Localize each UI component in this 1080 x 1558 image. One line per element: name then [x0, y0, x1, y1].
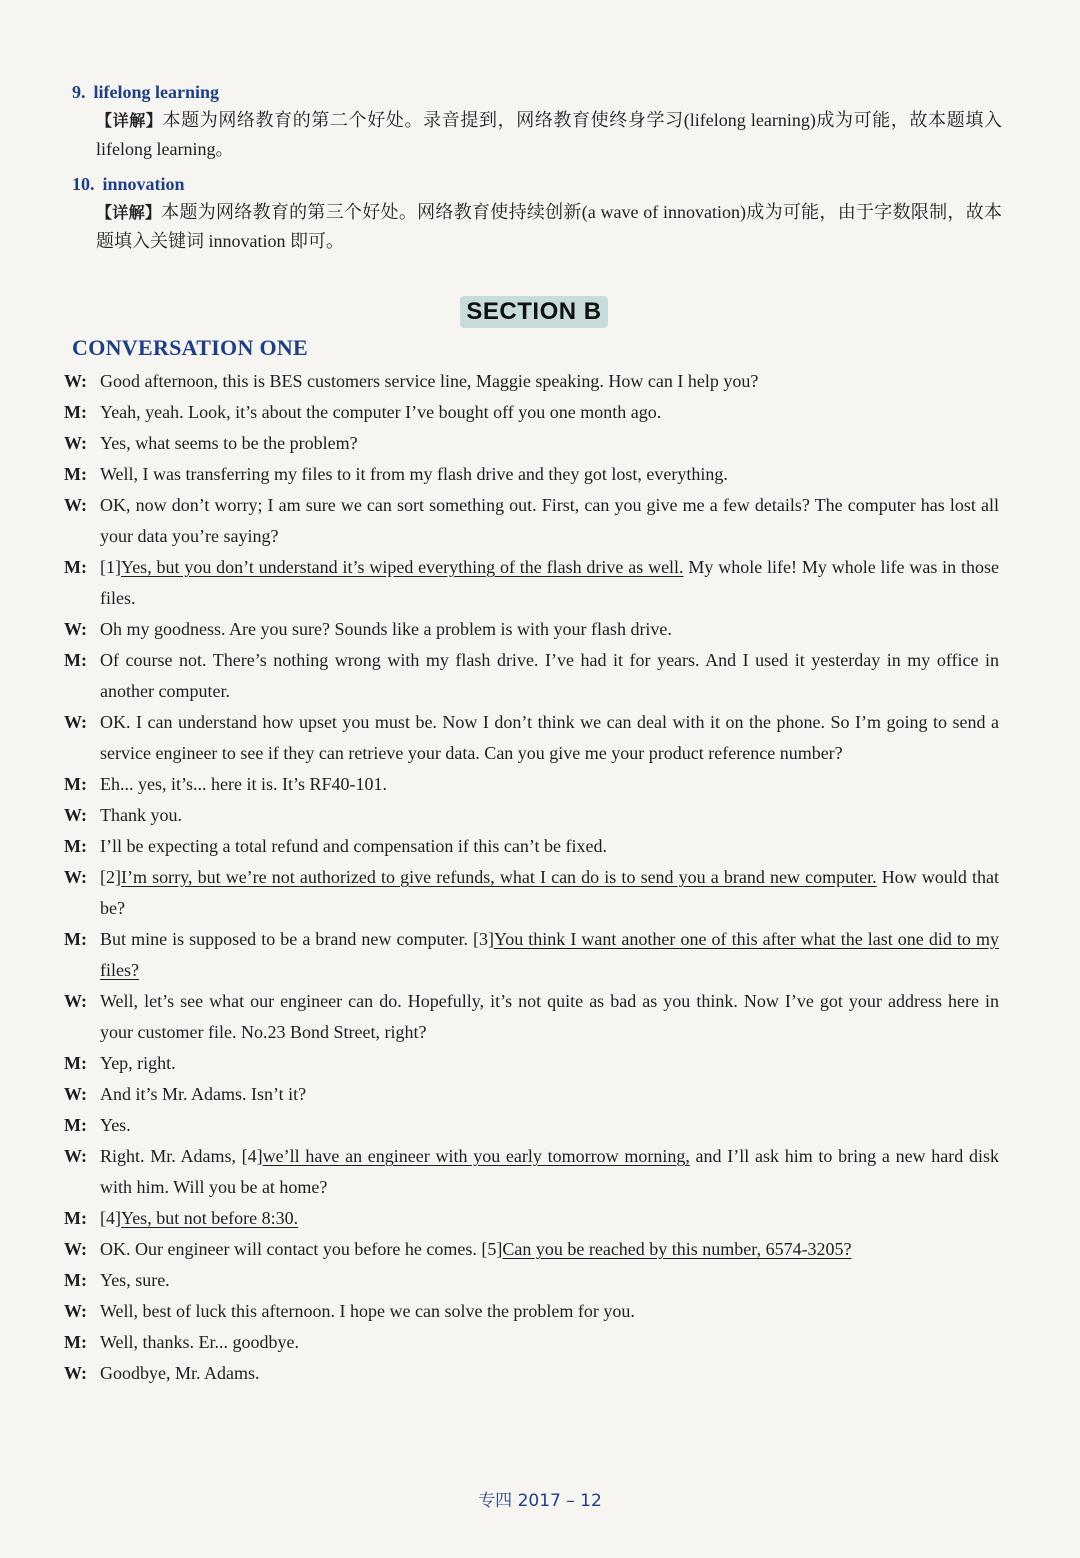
dialogue-line [64, 1048, 999, 1079]
utterance-text: [2] [100, 867, 121, 887]
speaker-label: M: [64, 774, 87, 794]
dialogue-line [64, 924, 999, 986]
utterance [100, 1358, 999, 1389]
dialogue-line [64, 645, 999, 707]
utterance-text: Oh my goodness. Are you sure? Sounds like a problem is with your flash drive. [100, 619, 672, 639]
utterance-text: OK. I can understand how upset you must be. Now I don’t think we can deal with it on the phone. So I’m going to send a service engineer to see if they can retrieve your data. Can you give me your product reference number? [100, 712, 999, 763]
utterance-text: I’ll be expecting a total refund and compensation if this can’t be fixed. [100, 836, 607, 856]
answer-underline: You think I want another one of this after what the last one did to my files? [100, 929, 999, 980]
speaker-label: M: [64, 1208, 87, 1228]
utterance [100, 1141, 999, 1203]
utterance-text: Right. Mr. Adams, [4] [100, 1146, 263, 1166]
dialogue-line [64, 1327, 999, 1358]
explanation-text: 本题为网络教育的第二个好处。录音提到，网络教育使终身学习(lifelong learning)成为可能，故本题填入lifelong learning。 [96, 110, 1002, 159]
utterance-text: Thank you. [100, 805, 182, 825]
explanation-tag: 【详解】 [96, 203, 162, 222]
answer-underline: Yes, but you don’t understand it’s wiped everything of the flash drive as well. [121, 557, 684, 577]
utterance-text: My whole life! My whole life was in those files. [100, 557, 999, 608]
utterance-text: How would that be? [100, 867, 999, 918]
answer-number: 10. [72, 174, 95, 194]
dialogue-line [64, 1079, 999, 1110]
speaker-label: M: [64, 1053, 87, 1073]
answer-9 [72, 80, 1002, 164]
dialogue-line [64, 1296, 999, 1327]
speaker-label: W: [64, 495, 88, 515]
answer-heading [72, 172, 1002, 196]
dialogue-line [64, 1358, 999, 1389]
answer-underline: I’m sorry, but we’re not authorized to give refunds, what I can do is to send you a brand new computer. [121, 867, 877, 887]
utterance-text: Well, let’s see what our engineer can do. Hopefully, it’s not quite as bad as you think. Now I’ve got your address here in your customer file. No.23 Bond Street, right? [100, 991, 999, 1042]
dialogue-line [64, 366, 999, 397]
utterance-text: Eh... yes, it’s... here it is. It’s RF40-101. [100, 774, 387, 794]
answer-term: innovation [102, 174, 185, 194]
speaker-label: M: [64, 929, 87, 949]
answer-term: lifelong learning [93, 82, 219, 102]
answer-10 [72, 172, 1002, 256]
speaker-label: W: [64, 1301, 88, 1321]
dialogue-line [64, 614, 999, 645]
page-footer: 专四 2017 – 12 [478, 1491, 602, 1511]
speaker-label: W: [64, 712, 88, 732]
utterance [100, 1296, 999, 1327]
dialogue-line [64, 831, 999, 862]
utterance-text: Yes, sure. [100, 1270, 170, 1290]
dialogue-line [64, 1141, 999, 1203]
speaker-label: W: [64, 371, 88, 391]
utterance [100, 490, 999, 552]
dialogue-line [64, 552, 999, 614]
answer-underline: we’ll have an engineer with you early tomorrow morning, [262, 1146, 690, 1166]
explanation-tag: 【详解】 [96, 111, 163, 130]
dialogue-line [64, 862, 999, 924]
utterance [100, 986, 999, 1048]
utterance [100, 800, 999, 831]
dialogue-transcript [64, 366, 999, 1389]
utterance [100, 862, 999, 924]
speaker-label: M: [64, 464, 87, 484]
utterance [100, 552, 999, 614]
dialogue-line [64, 707, 999, 769]
utterance-text: Well, best of luck this afternoon. I hope we can solve the problem for you. [100, 1301, 635, 1321]
utterance [100, 1110, 999, 1141]
conversation-title: CONVERSATION ONE [72, 335, 309, 360]
utterance [100, 1327, 999, 1358]
utterance [100, 1234, 999, 1265]
utterance-text: But mine is supposed to be a brand new computer. [3] [100, 929, 495, 949]
utterance-text: Goodbye, Mr. Adams. [100, 1363, 260, 1383]
utterance-text: OK. Our engineer will contact you before he comes. [5] [100, 1239, 503, 1259]
speaker-label: M: [64, 557, 87, 577]
speaker-label: W: [64, 1363, 88, 1383]
speaker-label: W: [64, 867, 88, 887]
speaker-label: W: [64, 433, 88, 453]
dialogue-line [64, 428, 999, 459]
speaker-label: M: [64, 650, 87, 670]
utterance [100, 397, 999, 428]
speaker-label: W: [64, 805, 88, 825]
section-heading: SECTION B [460, 296, 608, 328]
utterance [100, 428, 999, 459]
dialogue-line [64, 459, 999, 490]
utterance-text: Well, thanks. Er... goodbye. [100, 1332, 300, 1352]
answer-heading [72, 80, 1002, 104]
utterance [100, 366, 999, 397]
utterance [100, 1203, 999, 1234]
speaker-label: W: [64, 1239, 88, 1259]
dialogue-line [64, 490, 999, 552]
dialogue-line [64, 769, 999, 800]
utterance-text: Yes, what seems to be the problem? [100, 433, 358, 453]
utterance [100, 1079, 999, 1110]
dialogue-line [64, 397, 999, 428]
utterance [100, 924, 999, 986]
dialogue-line [64, 1203, 999, 1234]
utterance-text: And it’s Mr. Adams. Isn’t it? [100, 1084, 307, 1104]
utterance [100, 707, 999, 769]
answer-explanation [72, 198, 1002, 256]
speaker-label: M: [64, 836, 87, 856]
utterance [100, 645, 999, 707]
utterance-text: Well, I was transferring my files to it from my flash drive and they got lost, everything. [100, 464, 728, 484]
speaker-label: W: [64, 619, 88, 639]
speaker-label: M: [64, 1270, 87, 1290]
speaker-label: M: [64, 402, 87, 422]
utterance [100, 614, 999, 645]
dialogue-line [64, 1234, 999, 1265]
dialogue-line [64, 1265, 999, 1296]
utterance-text: [1] [100, 557, 121, 577]
speaker-label: M: [64, 1115, 87, 1135]
utterance [100, 769, 999, 800]
utterance-text: OK, now don’t worry; I am sure we can sort something out. First, can you give me a few details? The computer has lost all your data you’re saying? [100, 495, 999, 546]
speaker-label: W: [64, 1146, 88, 1166]
utterance-text: [4] [100, 1208, 121, 1228]
utterance [100, 1048, 999, 1079]
dialogue-line [64, 800, 999, 831]
dialogue-line [64, 986, 999, 1048]
answer-underline: Yes, but not before 8:30. [121, 1208, 299, 1228]
utterance-text: Yes. [100, 1115, 131, 1135]
dialogue-line [64, 1110, 999, 1141]
utterance [100, 831, 999, 862]
utterance-text: Yep, right. [100, 1053, 176, 1073]
utterance-text: Yeah, yeah. Look, it’s about the computer I’ve bought off you one month ago. [100, 402, 662, 422]
utterance [100, 459, 999, 490]
speaker-label: W: [64, 991, 88, 1011]
explanation-text: 本题为网络教育的第三个好处。网络教育使持续创新(a wave of innovation)成为可能，由于字数限制，故本题填入关键词 innovation 即可。 [96, 202, 1002, 251]
speaker-label: M: [64, 1332, 87, 1352]
speaker-label: W: [64, 1084, 88, 1104]
answer-underline: Can you be reached by this number, 6574-3205? [502, 1239, 852, 1259]
utterance-text: and I’ll ask him to bring a new hard disk with him. Will you be at home? [100, 1146, 999, 1197]
answer-number: 9. [72, 82, 86, 102]
utterance [100, 1265, 999, 1296]
utterance-text: Good afternoon, this is BES customers service line, Maggie speaking. How can I help you? [100, 371, 759, 391]
answer-explanation [72, 106, 1002, 164]
utterance-text: Of course not. There’s nothing wrong with my flash drive. I’ve had it for years. And I used it yesterday in my office in another computer. [100, 650, 999, 701]
